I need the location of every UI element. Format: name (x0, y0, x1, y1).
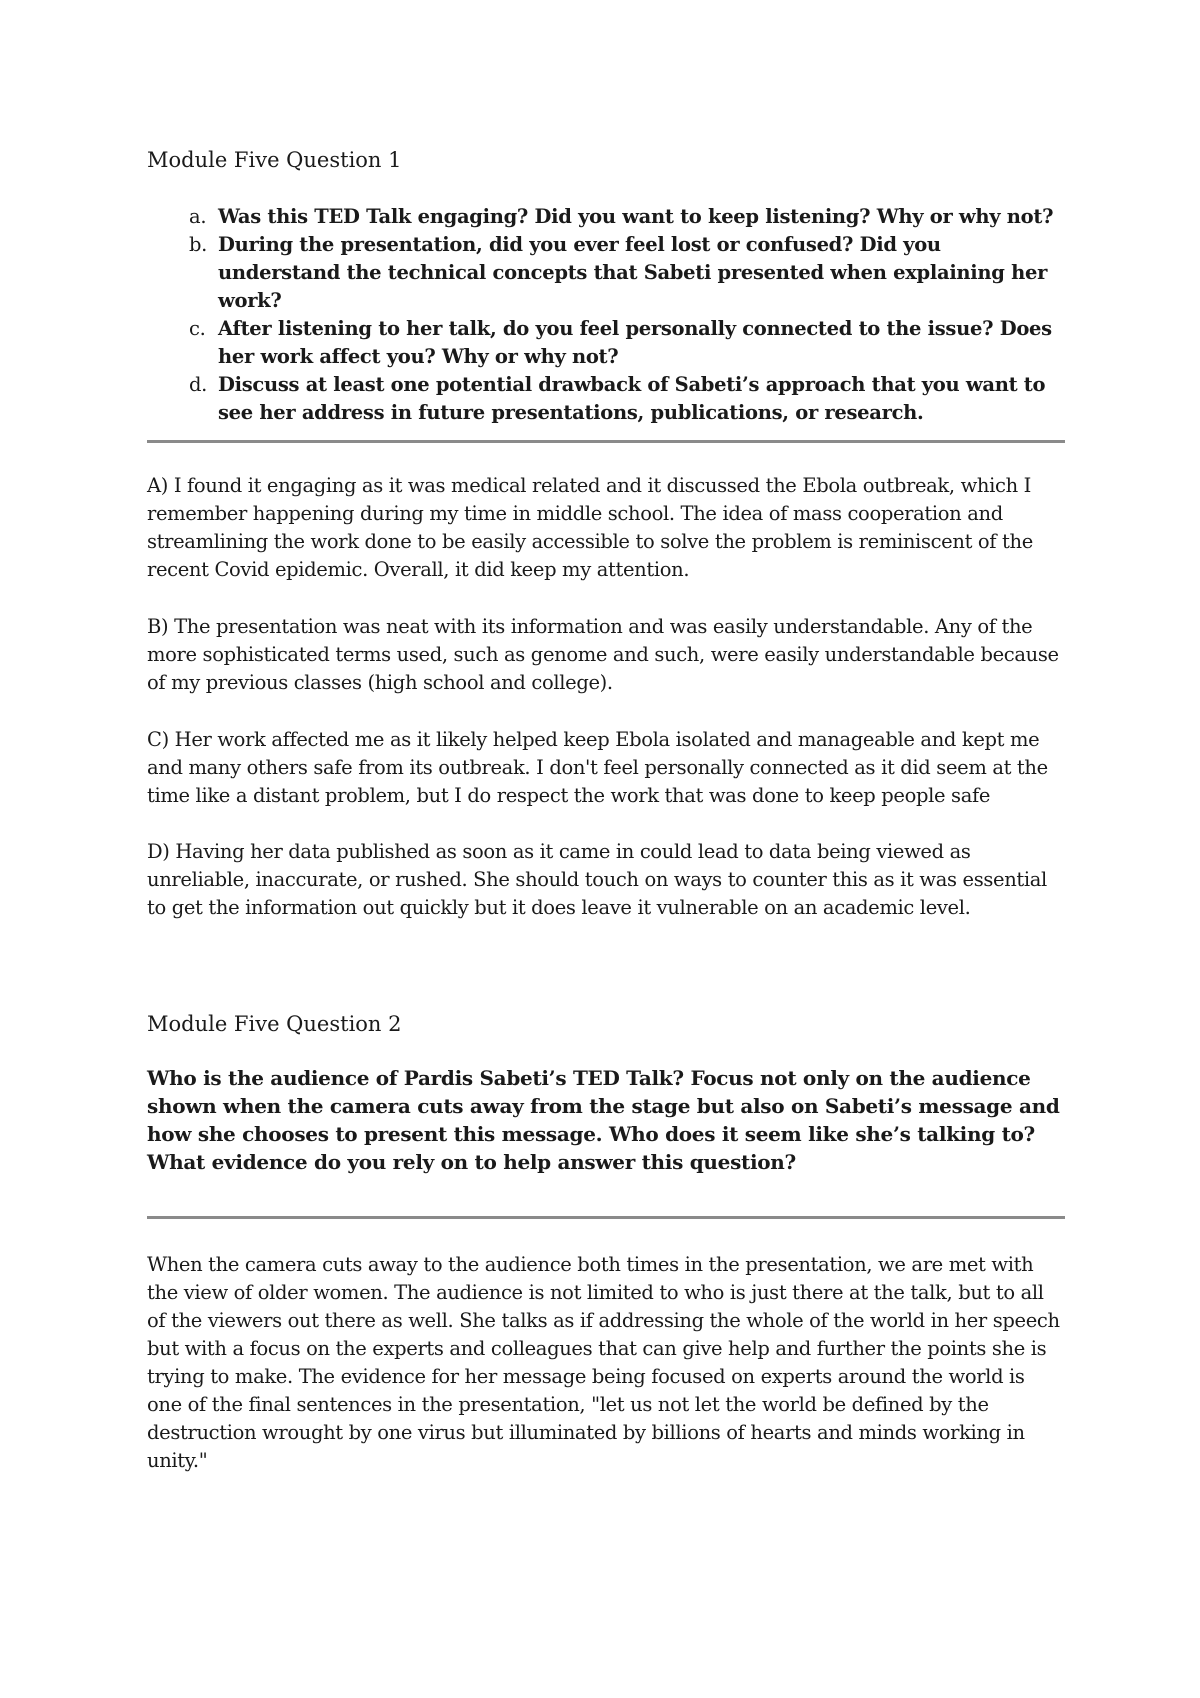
question-item-b (147, 231, 1065, 315)
answer-c: C) Her work affected me as it likely helped keep Ebola isolated and manageable and kept me and many others safe from its outbreak. I don't feel personally connected as it did seem at the time like a distant problem, but I do respect the work that was done to keep people safe (147, 728, 1048, 807)
question-marker: a. (189, 205, 207, 228)
question-text: Discuss at least one potential drawback of Sabeti’s approach that you want to see her address in future presentations, publications, or research. (218, 373, 1046, 424)
question-marker: b. (189, 233, 208, 256)
question-marker: c. (189, 317, 206, 340)
module2-answer: When the camera cuts away to the audience both times in the presentation, we are met with the view of older women. The audience is not limited to who is just there at the talk, but to all of the viewers out there as well. She talks as if addressing the whole of the world in her speech but with a focus on the experts and colleagues that can give help and further the points she is trying to make. The evidence for her message being focused on experts around the world is one of the final sentences in the presentation, "let us not let the world be defined by the destruction wrought by one virus but illuminated by billions of hearts and minds working in unity." (147, 1253, 1060, 1472)
answer-b: B) The presentation was neat with its information and was easily understandable. Any of the more sophisticated terms used, such as genome and such, were easily understandable because of my previous classes (high school and college). (147, 615, 1059, 694)
question-item-d (147, 371, 1065, 427)
answer-d: D) Having her data published as soon as it came in could lead to data being viewed as unreliable, inaccurate, or rushed. She should touch on ways to counter this as it was essential to get the information out quickly but it does leave it vulnerable on an academic level. (147, 840, 1047, 919)
module2-prompt: Who is the audience of Pardis Sabeti’s TED Talk? Focus not only on the audience shown when the camera cuts away from the stage but also on Sabeti’s message and how she chooses to present this message. Who does it seem like she’s talking to? What evidence do you rely on to help answer this question? (147, 1066, 1060, 1174)
question-text: After listening to her talk, do you feel personally connected to the issue? Does her work affect you? Why or why not? (218, 317, 1052, 368)
question-item-a (147, 203, 1065, 231)
section-divider (147, 440, 1065, 443)
section-divider (147, 1216, 1065, 1219)
question-text: Was this TED Talk engaging? Did you want to keep listening? Why or why not? (218, 205, 1054, 228)
question-marker: d. (189, 373, 208, 396)
module1-question-list (147, 203, 1065, 427)
module1-title: Module Five Question 1 (147, 148, 402, 172)
question-text: During the presentation, did you ever feel lost or confused? Did you understand the technical concepts that Sabeti presented when explaining her work? (218, 233, 1048, 312)
module2-title: Module Five Question 2 (147, 1012, 402, 1036)
question-item-c (147, 315, 1065, 371)
answer-a: A) I found it engaging as it was medical related and it discussed the Ebola outbreak, which I remember happening during my time in middle school. The idea of mass cooperation and streamlining the work done to be easily accessible to solve the problem is reminiscent of the recent Covid epidemic. Overall, it did keep my attention. (147, 474, 1033, 581)
